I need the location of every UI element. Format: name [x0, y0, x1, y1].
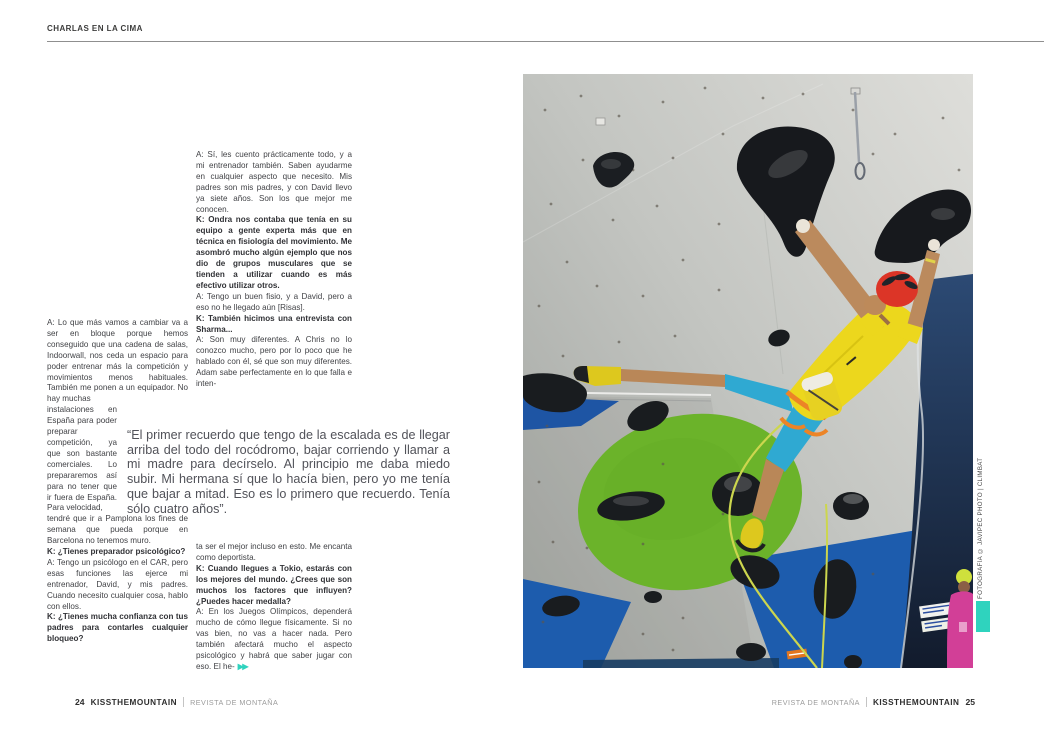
chalked-right-hand	[928, 239, 940, 251]
paragraph: A: Tengo un buen fisio, y a David, pero a eso no he llegado aún [Risas].	[196, 291, 352, 312]
paragraph: K: ¿Tienes mucha confianza con tus padres para contarles cualquier bloqueo?	[47, 612, 188, 644]
paragraph: K: También hicimos una entrevista con Sharma...	[196, 313, 352, 334]
photo-credit: FOTOGRAFÍA © JAVIPEC PHOTO | CLIMBAT	[977, 457, 984, 599]
page-number: 25	[965, 697, 975, 707]
middle-text-column-bottom	[196, 542, 352, 673]
magazine-tagline: REVISTA DE MONTAÑA	[190, 697, 279, 707]
footer-divider	[183, 697, 184, 707]
paragraph: A: Son muy diferentes. A Chris no lo conozco mucho, pero por lo poco que he hablado con él, sé que son muy diferentes. Adam sabe perfectamente en lo que falla e inten-	[196, 335, 352, 389]
paragraph-narrow: instalaciones en España para poder preparar competición, ya que son bastante comerciales. Lo prepararemos así para no tener que ir fuera de España. Para velocidad,	[47, 405, 117, 513]
paragraph: ta ser el mejor incluso en esto. Me encanta como deportista.	[196, 542, 352, 562]
paragraph: K: Ondra nos contaba que tenía en su equipo a gente experta más que en técnica en fisiología del movimiento. Me asombró mucho algún ejemplo que nos dio de grupos musculares que se tienden a utilizar cuando es más efectivo utilizar otros.	[196, 215, 352, 290]
paragraph: A: Tengo un psicólogo en el CAR, pero esas funciones las ejerce mi entrenador, David, y mis padres. Cuando necesito cualquier cosa, hablo con ellos.	[47, 557, 188, 611]
paragraph: tendré que ir a Pamplona los fines de semana que pueda porque en Barcelona no tenemos muro.	[47, 514, 188, 546]
climbing-photo-illustration	[523, 74, 973, 668]
section-kicker: CHARLAS EN LA CIMA	[47, 24, 143, 33]
footer-divider	[866, 697, 867, 707]
paragraph: K: ¿Tienes preparador psicológico?	[47, 547, 186, 557]
paragraph: A: Lo que más vamos a cambiar va a ser en bloque porque hemos conseguido que una cadena de salas, Indoorwall, nos ceda un espacio para poder entrenar más la competición y movimientos menos habituales. También me ponen a un equipador. No hay muchas	[47, 318, 188, 404]
footer-right-page	[772, 697, 975, 707]
bolt-hanger	[596, 118, 605, 125]
header-rule	[47, 41, 1044, 42]
magazine-title: KISSTHEMOUNTAIN	[90, 697, 178, 707]
middle-text-column-top	[196, 150, 352, 390]
chalked-left-hand	[796, 219, 810, 233]
footer-left-page	[75, 697, 278, 707]
paragraph: A: Sí, les cuento prácticamente todo, y a mi entrenador también. Saben ayudarme en cualquier aspecto que necesito. Mis padres son mis padres, y con David llevo ya siete años. Son los que mejor me conocen.	[196, 150, 352, 214]
page-number: 24	[75, 697, 85, 707]
magazine-tagline: REVISTA DE MONTAÑA	[771, 697, 860, 707]
pull-quote: “El primer recuerdo que tengo de la escalada es de llegar arriba del todo del rocódromo, bajar corriendo y llamar a mi madre para decírselo. Al principio me daba miedo subir. Mi hermana sí que lo hacía bien, pero yo me tenía que bajar a mitad. Eso es lo primero que recuerdo. Tenía sólo cuatro años”.	[127, 428, 450, 516]
magazine-title: KISSTHEMOUNTAIN	[872, 697, 960, 707]
paragraph: A: En los Juegos Olímpicos, dependerá mucho de cómo llegue físicamente. Si no vas bien, no vas a hacer nada. Pero también afectará mucho el aspecto psicológico y habrá que saber jugar con eso. El he- ▶▶	[196, 607, 352, 671]
continuation-arrows-icon: ▶▶	[237, 661, 248, 671]
teal-accent-block	[976, 601, 990, 632]
climbing-photo	[523, 74, 973, 668]
paragraph: K: Cuando llegues a Tokio, estarás con los mejores del mundo. ¿Crees que son muchos los factores que influyen? ¿Puedes hacer medalla?	[196, 563, 352, 606]
